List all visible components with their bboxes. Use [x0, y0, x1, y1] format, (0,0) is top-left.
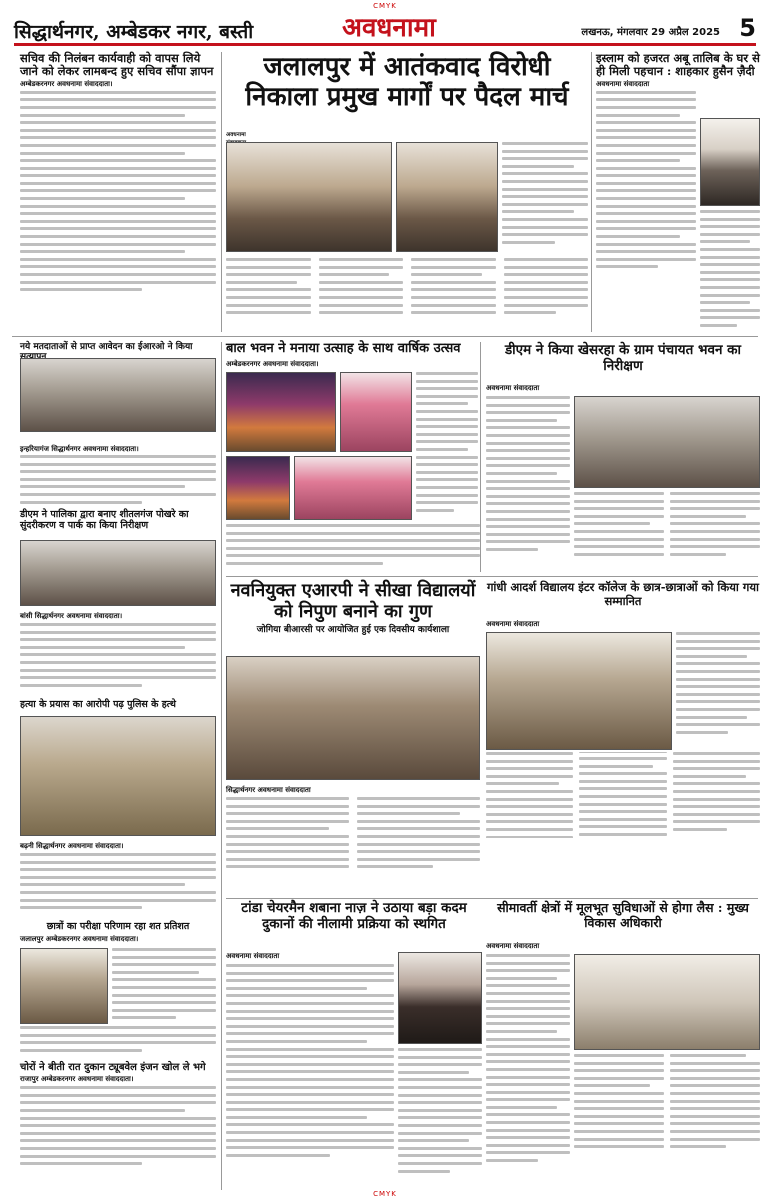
- story-body: [20, 623, 216, 687]
- story-byline: अवधनामा: [226, 132, 246, 138]
- story-body: [226, 797, 480, 873]
- page-number: 5: [739, 14, 756, 42]
- photo-panchayat-visit: [574, 396, 760, 488]
- photo-students: [20, 948, 108, 1024]
- section-rule: [12, 336, 758, 337]
- story-body: [596, 91, 696, 269]
- story-headline: चोरों ने बीती रात दुकान ट्यूबवेल इंजन खोल ले भगे: [20, 1062, 206, 1073]
- photo-children: [294, 456, 412, 520]
- story-theft: [20, 1062, 216, 1188]
- date-line: लखनऊ, मंगलवार 29 अप्रैल 2025: [581, 27, 720, 38]
- story-byline: अवधनामा संवाददाता: [486, 620, 540, 628]
- story-headline: सचिव की निलंबन कार्यवाही को वापस लिये जाने को लेकर लामबन्द हुए सचिव सौंपा ज्ञापन: [20, 51, 214, 78]
- photo-pond-inspection: [20, 540, 216, 606]
- story-body: [20, 1026, 216, 1052]
- story-headline: नये मतदाताओं से प्राप्त आवेदन का ईआरओ ने किया: [20, 342, 193, 352]
- masthead: [14, 12, 756, 46]
- photo-police-arrest: [20, 716, 216, 836]
- story-body-side: [398, 1048, 482, 1173]
- story-panchayat-inspection: [486, 342, 760, 382]
- cmyk-marker-bottom: CMYK: [373, 1190, 397, 1198]
- photo-workshop: [226, 656, 480, 780]
- story-secretary-memorandum: [20, 52, 216, 334]
- story-byline: राजापुर अम्बेडकरनगर अवधनामा संवाददाता।: [20, 1075, 134, 1084]
- photo-march-crowd: [226, 142, 392, 252]
- column-rule: [480, 342, 481, 572]
- story-byline: बांसी सिद्धार्थनगर अवधनामा संवाददाता।: [20, 612, 123, 620]
- story-headline: बाल भवन ने मनाया उत्साह के साथ वार्षिक उत्सव: [226, 341, 461, 356]
- photo-march-banner: [396, 142, 498, 252]
- lead-body-col: [502, 142, 588, 244]
- photo-performers: [226, 456, 290, 520]
- story-body: [112, 948, 216, 1019]
- story-body: [20, 1086, 216, 1165]
- story-headline: गांधी आदर्श विद्यालय इंटर कॉलेज के छात्र-छात्राओं को किया गया सम्मानित: [486, 580, 760, 608]
- section-rule: [226, 576, 758, 577]
- story-body-side: [416, 372, 478, 512]
- story-headline: हत्या के प्रयास का आरोपी पढ़ पुलिस के हत्थे: [20, 699, 176, 710]
- lead-body: [226, 258, 588, 319]
- story-byline: बढ़नी सिद्धार्थनगर अवधनामा संवाददाता।: [20, 842, 124, 850]
- photo-stage-performance: [226, 372, 336, 452]
- story-byline: अवधनामा संवाददाता: [226, 952, 280, 960]
- column-rule: [221, 342, 222, 1190]
- story-body: [20, 853, 216, 909]
- story-body: [20, 455, 216, 504]
- story-body: [486, 954, 570, 1162]
- photo-voter-meeting: [20, 358, 216, 432]
- story-headline: नवनियुक्त एआरपी ने सीखा विद्यालयों को निपुण बनाने का गुण: [230, 580, 476, 622]
- story-tanda-chairman: [226, 900, 482, 950]
- story-byline: जलालपुर अम्बेडकरनगर अवधनामा संवाददाता।: [20, 934, 139, 943]
- column-rule: [591, 52, 592, 332]
- photo-cdo-visit: [574, 954, 760, 1050]
- photo-portrait: [700, 118, 760, 206]
- story-body-side: [700, 210, 760, 327]
- story-headline: टांडा चेयरमैन शबाना नाज़ ने उठाया बड़ा कदम दुकानों की नीलामी प्रक्रिया को स्थगित: [241, 900, 467, 932]
- story-body: [486, 396, 570, 551]
- section-rule: [226, 898, 758, 899]
- edition-name: सिद्धार्थनगर, अम्बेडकर नगर, बस्ती: [14, 21, 254, 43]
- photo-chairman: [398, 952, 482, 1044]
- story-subhead: जोगिया बीआरसी पर आयोजित हुई एक दिवसीय कार्यशाला: [256, 625, 450, 635]
- story-body-side: [676, 632, 760, 734]
- story-bal-bhawan: [226, 342, 478, 358]
- photo-dance: [340, 372, 412, 452]
- story-body: [486, 752, 760, 838]
- story-byline: अवधनामा संवाददाता: [486, 384, 540, 392]
- story-byline: अम्बेडकरनगर अवधनामा संवाददाता।: [20, 79, 113, 88]
- story-headline: डीएम ने किया खेसरहा के ग्राम पंचायत भवन का निरीक्षण: [504, 342, 742, 374]
- story-byline: सिद्धार्थनगर अवधनामा संवाददाता: [226, 786, 311, 794]
- story-byline: अम्बेडकरनगर अवधनामा संवाददाता।: [226, 360, 319, 368]
- story-body: [574, 492, 760, 560]
- story-college-honour: [486, 580, 760, 620]
- newspaper-logo: अवधनामा: [342, 13, 436, 43]
- story-body: [20, 91, 216, 291]
- column-rule: [221, 52, 222, 332]
- story-headline: डीएम ने पालिका द्वारा बनाए शीतलगंज पोखरे का सुंदरीकरण व पार्क का किया निरीक्षण: [20, 509, 189, 531]
- story-body: [226, 524, 480, 565]
- story-body: [574, 1054, 760, 1153]
- story-border-facilities: [486, 900, 760, 940]
- story-byline: अवधनामा संवाददाता: [486, 942, 540, 950]
- story-arp-workshop: [226, 580, 480, 654]
- cmyk-marker-top: CMYK: [373, 2, 397, 10]
- story-headline: सीमावर्ती क्षेत्रों में मूलभूत सुविधाओं से होगा लैस : मुख्य विकास अधिकारी: [497, 900, 749, 930]
- story-headline: इस्लाम को हजरत अबू तालिब के घर से ही मिली पहचान : शाहकार हुसैन ज़ैदी: [596, 51, 760, 78]
- lead-headline: जलालपुर में आतंकवाद विरोधी निकाला प्रमुख मार्गों पर पैदल मार्च: [245, 52, 569, 112]
- story-headline: छात्रों का परीक्षा परिणाम रहा शत प्रतिशत: [46, 921, 190, 932]
- story-arrest: [20, 700, 216, 714]
- story-pond-inspection: [20, 510, 216, 536]
- story-byline: अवधनामा संवाददाता: [596, 79, 650, 88]
- story-byline: इन्हरियागंज सिद्धार्थनगर अवधनामा संवाददाता।: [20, 445, 139, 453]
- story-body: [226, 964, 394, 1157]
- photo-college-students: [486, 632, 672, 750]
